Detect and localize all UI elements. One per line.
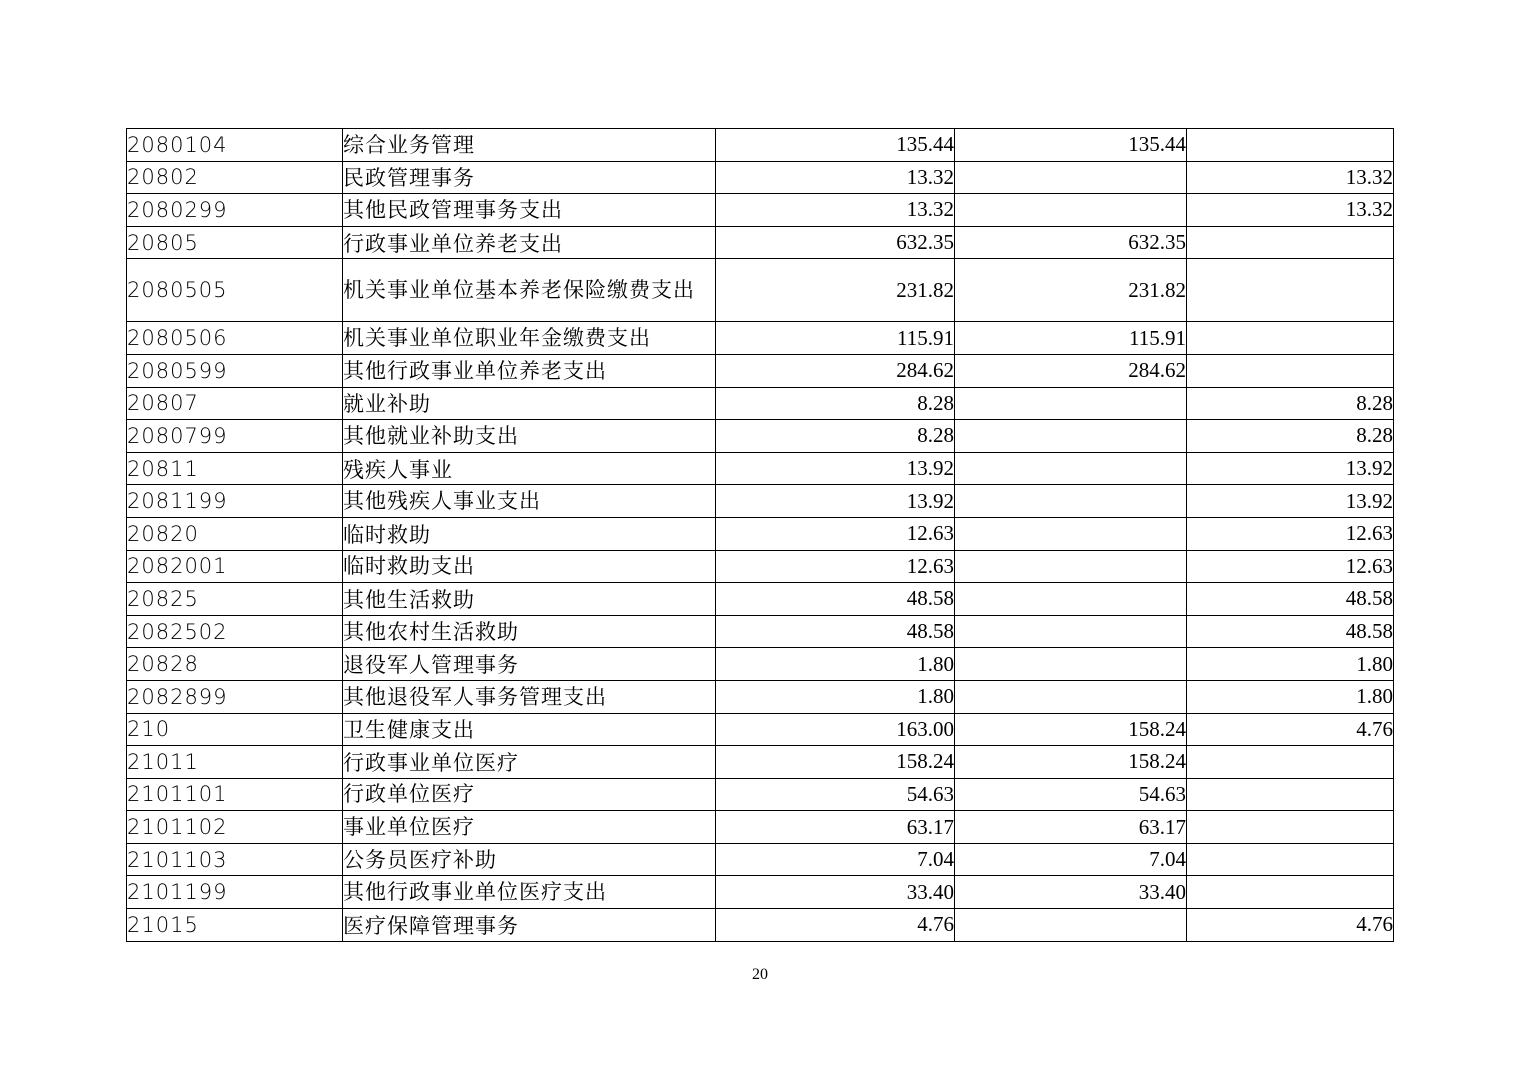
total-amount-cell: 7.04 xyxy=(716,843,955,876)
account-name-cell: 其他生活救助 xyxy=(343,583,716,616)
basic-expenditure-cell: 158.24 xyxy=(955,746,1187,779)
basic-expenditure-cell: 158.24 xyxy=(955,713,1187,746)
table-row xyxy=(127,387,1394,420)
account-code-cell: 21015 xyxy=(127,909,343,942)
table-row xyxy=(127,226,1394,259)
account-code-cell: 2082899 xyxy=(127,680,343,713)
project-expenditure-cell xyxy=(1187,843,1394,876)
total-amount-cell: 8.28 xyxy=(716,387,955,420)
total-amount-cell: 231.82 xyxy=(716,259,955,322)
project-expenditure-cell: 13.32 xyxy=(1187,161,1394,194)
total-amount-cell: 63.17 xyxy=(716,811,955,844)
total-amount-cell: 48.58 xyxy=(716,615,955,648)
table-row xyxy=(127,517,1394,550)
project-expenditure-cell xyxy=(1187,322,1394,355)
account-name-cell: 其他就业补助支出 xyxy=(343,420,716,453)
basic-expenditure-cell xyxy=(955,420,1187,453)
account-name-cell: 医疗保障管理事务 xyxy=(343,909,716,942)
account-name-cell: 其他农村生活救助 xyxy=(343,615,716,648)
project-expenditure-cell xyxy=(1187,811,1394,844)
table-row xyxy=(127,452,1394,485)
account-name-cell: 临时救助 xyxy=(343,517,716,550)
account-name-cell: 行政单位医疗 xyxy=(343,778,716,811)
account-code-cell: 20807 xyxy=(127,387,343,420)
basic-expenditure-cell xyxy=(955,583,1187,616)
table-row xyxy=(127,713,1394,746)
account-code-cell: 2080799 xyxy=(127,420,343,453)
basic-expenditure-cell xyxy=(955,909,1187,942)
total-amount-cell: 13.32 xyxy=(716,194,955,227)
account-name-cell: 公务员医疗补助 xyxy=(343,843,716,876)
page-number: 20 xyxy=(752,966,768,983)
total-amount-cell: 13.92 xyxy=(716,485,955,518)
basic-expenditure-cell xyxy=(955,680,1187,713)
project-expenditure-cell: 13.92 xyxy=(1187,452,1394,485)
account-name-cell: 其他行政事业单位医疗支出 xyxy=(343,876,716,909)
table-row xyxy=(127,550,1394,583)
total-amount-cell: 1.80 xyxy=(716,680,955,713)
total-amount-cell: 135.44 xyxy=(716,129,955,162)
total-amount-cell: 13.92 xyxy=(716,452,955,485)
project-expenditure-cell: 48.58 xyxy=(1187,615,1394,648)
total-amount-cell: 284.62 xyxy=(716,354,955,387)
table-row xyxy=(127,615,1394,648)
total-amount-cell: 115.91 xyxy=(716,322,955,355)
basic-expenditure-cell xyxy=(955,517,1187,550)
project-expenditure-cell: 13.92 xyxy=(1187,485,1394,518)
account-code-cell: 210 xyxy=(127,713,343,746)
account-code-cell: 2080599 xyxy=(127,354,343,387)
table-row xyxy=(127,909,1394,942)
account-code-cell: 20825 xyxy=(127,583,343,616)
table-row xyxy=(127,354,1394,387)
account-name-cell: 残疾人事业 xyxy=(343,452,716,485)
project-expenditure-cell: 4.76 xyxy=(1187,713,1394,746)
basic-expenditure-cell: 284.62 xyxy=(955,354,1187,387)
account-code-cell: 2082502 xyxy=(127,615,343,648)
table-row xyxy=(127,583,1394,616)
account-code-cell: 20820 xyxy=(127,517,343,550)
table-row xyxy=(127,129,1394,162)
basic-expenditure-cell: 7.04 xyxy=(955,843,1187,876)
project-expenditure-cell xyxy=(1187,746,1394,779)
project-expenditure-cell xyxy=(1187,778,1394,811)
project-expenditure-cell xyxy=(1187,226,1394,259)
account-code-cell: 20802 xyxy=(127,161,343,194)
account-name-cell: 行政事业单位医疗 xyxy=(343,746,716,779)
basic-expenditure-cell: 115.91 xyxy=(955,322,1187,355)
account-code-cell: 2101101 xyxy=(127,778,343,811)
table-row xyxy=(127,485,1394,518)
basic-expenditure-cell: 63.17 xyxy=(955,811,1187,844)
project-expenditure-cell: 12.63 xyxy=(1187,550,1394,583)
project-expenditure-cell: 8.28 xyxy=(1187,420,1394,453)
basic-expenditure-cell xyxy=(955,615,1187,648)
project-expenditure-cell xyxy=(1187,129,1394,162)
total-amount-cell: 13.32 xyxy=(716,161,955,194)
project-expenditure-cell: 1.80 xyxy=(1187,648,1394,681)
project-expenditure-cell: 8.28 xyxy=(1187,387,1394,420)
account-name-cell: 卫生健康支出 xyxy=(343,713,716,746)
account-code-cell: 20828 xyxy=(127,648,343,681)
account-code-cell: 2082001 xyxy=(127,550,343,583)
basic-expenditure-cell xyxy=(955,161,1187,194)
table-row xyxy=(127,420,1394,453)
total-amount-cell: 8.28 xyxy=(716,420,955,453)
account-name-cell: 行政事业单位养老支出 xyxy=(343,226,716,259)
total-amount-cell: 12.63 xyxy=(716,550,955,583)
account-name-cell: 退役军人管理事务 xyxy=(343,648,716,681)
basic-expenditure-cell xyxy=(955,485,1187,518)
table-row xyxy=(127,680,1394,713)
table-body xyxy=(127,129,1394,942)
account-name-cell: 临时救助支出 xyxy=(343,550,716,583)
account-name-cell: 综合业务管理 xyxy=(343,129,716,162)
account-code-cell: 2080299 xyxy=(127,194,343,227)
basic-expenditure-cell: 632.35 xyxy=(955,226,1187,259)
table-row xyxy=(127,322,1394,355)
project-expenditure-cell: 4.76 xyxy=(1187,909,1394,942)
table-row xyxy=(127,746,1394,779)
account-name-cell: 民政管理事务 xyxy=(343,161,716,194)
account-code-cell: 2101102 xyxy=(127,811,343,844)
table-row xyxy=(127,811,1394,844)
table-row xyxy=(127,648,1394,681)
total-amount-cell: 48.58 xyxy=(716,583,955,616)
account-code-cell: 2080506 xyxy=(127,322,343,355)
account-name-cell: 事业单位医疗 xyxy=(343,811,716,844)
account-name-cell: 其他行政事业单位养老支出 xyxy=(343,354,716,387)
basic-expenditure-cell xyxy=(955,194,1187,227)
project-expenditure-cell xyxy=(1187,876,1394,909)
table-row xyxy=(127,778,1394,811)
table-row xyxy=(127,194,1394,227)
account-name-cell: 就业补助 xyxy=(343,387,716,420)
account-code-cell: 21011 xyxy=(127,746,343,779)
total-amount-cell: 33.40 xyxy=(716,876,955,909)
basic-expenditure-cell xyxy=(955,452,1187,485)
basic-expenditure-cell xyxy=(955,387,1187,420)
basic-expenditure-cell: 135.44 xyxy=(955,129,1187,162)
account-name-cell: 其他民政管理事务支出 xyxy=(343,194,716,227)
account-name-cell: 机关事业单位基本养老保险缴费支出 xyxy=(343,259,716,322)
account-name-cell: 其他残疾人事业支出 xyxy=(343,485,716,518)
account-name-cell: 机关事业单位职业年金缴费支出 xyxy=(343,322,716,355)
total-amount-cell: 4.76 xyxy=(716,909,955,942)
basic-expenditure-cell: 231.82 xyxy=(955,259,1187,322)
project-expenditure-cell: 13.32 xyxy=(1187,194,1394,227)
table-row xyxy=(127,161,1394,194)
table-row xyxy=(127,843,1394,876)
basic-expenditure-cell xyxy=(955,648,1187,681)
table-row xyxy=(127,876,1394,909)
basic-expenditure-cell xyxy=(955,550,1187,583)
account-name-cell: 其他退役军人事务管理支出 xyxy=(343,680,716,713)
table-row xyxy=(127,259,1394,322)
account-code-cell: 2101103 xyxy=(127,843,343,876)
expenditure-table xyxy=(126,128,1394,942)
project-expenditure-cell: 12.63 xyxy=(1187,517,1394,550)
total-amount-cell: 54.63 xyxy=(716,778,955,811)
project-expenditure-cell: 1.80 xyxy=(1187,680,1394,713)
project-expenditure-cell xyxy=(1187,354,1394,387)
account-code-cell: 20811 xyxy=(127,452,343,485)
basic-expenditure-cell: 54.63 xyxy=(955,778,1187,811)
account-code-cell: 20805 xyxy=(127,226,343,259)
project-expenditure-cell xyxy=(1187,259,1394,322)
account-code-cell: 2080505 xyxy=(127,259,343,322)
project-expenditure-cell: 48.58 xyxy=(1187,583,1394,616)
account-code-cell: 2080104 xyxy=(127,129,343,162)
basic-expenditure-cell: 33.40 xyxy=(955,876,1187,909)
account-code-cell: 2081199 xyxy=(127,485,343,518)
total-amount-cell: 1.80 xyxy=(716,648,955,681)
total-amount-cell: 632.35 xyxy=(716,226,955,259)
total-amount-cell: 12.63 xyxy=(716,517,955,550)
account-code-cell: 2101199 xyxy=(127,876,343,909)
total-amount-cell: 163.00 xyxy=(716,713,955,746)
total-amount-cell: 158.24 xyxy=(716,746,955,779)
